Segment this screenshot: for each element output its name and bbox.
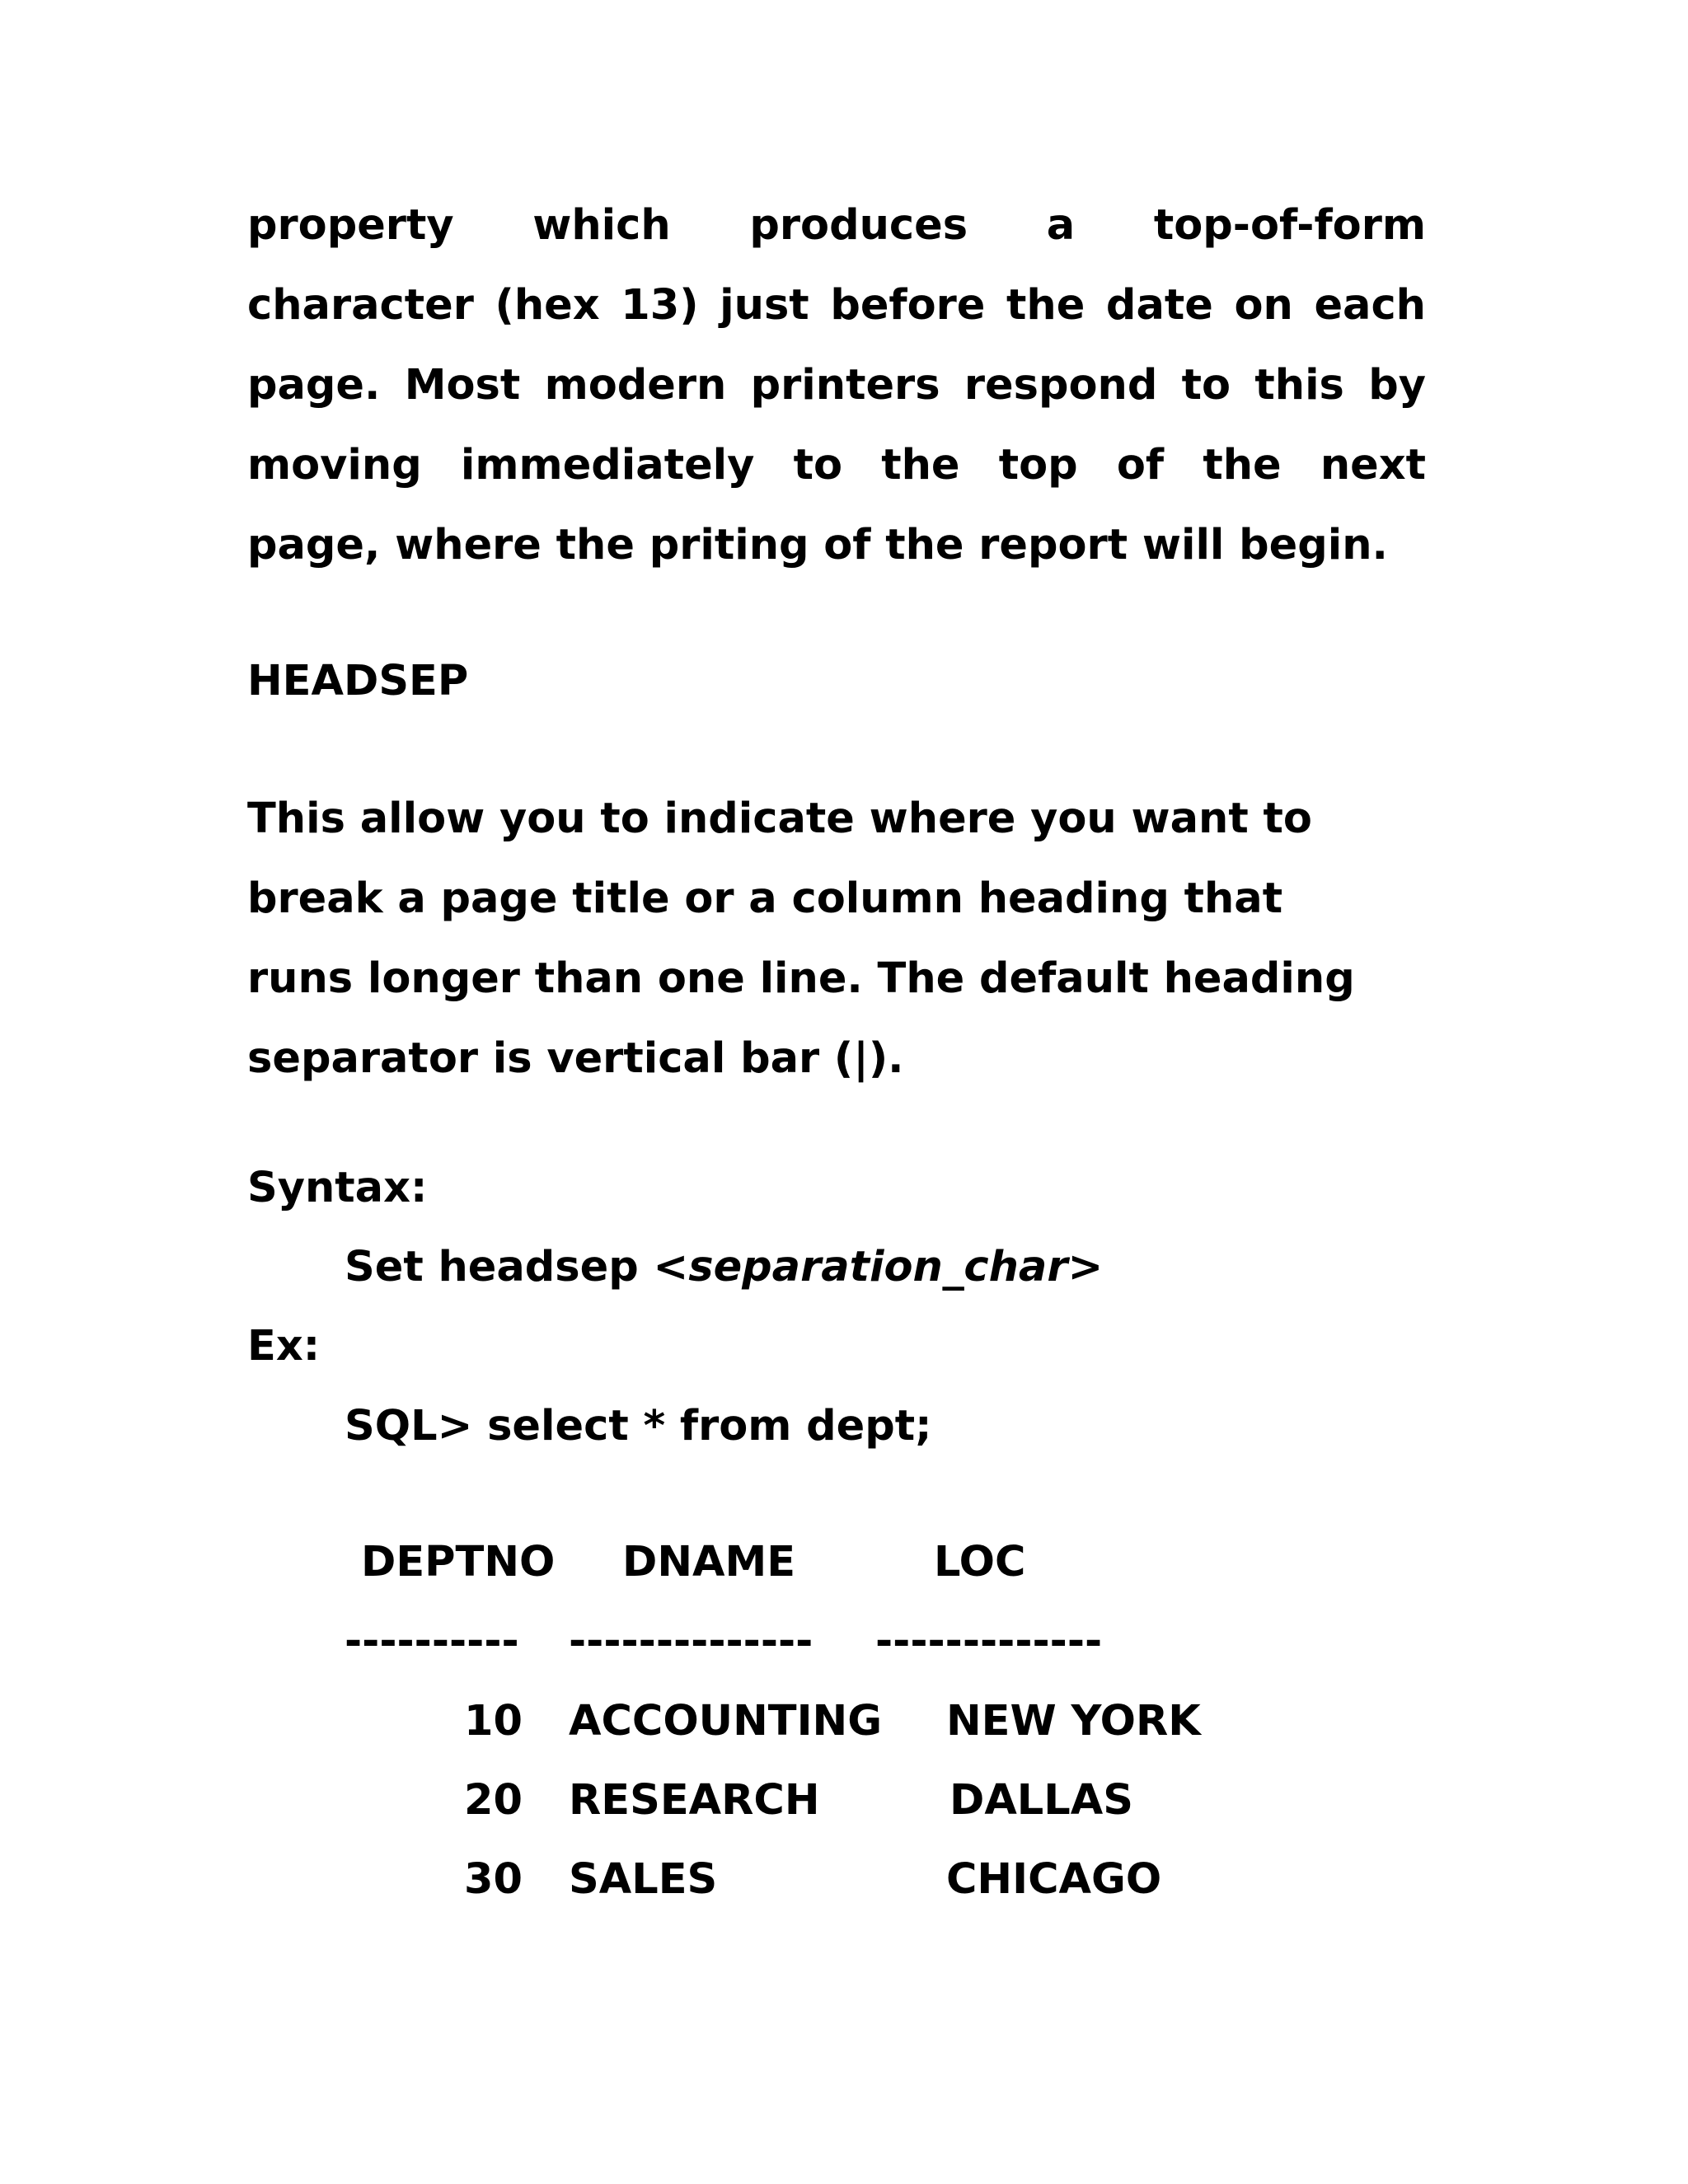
table-cell-deptno: 30 <box>464 1855 523 1904</box>
description-line: break a page title or a column heading that <box>247 874 1283 923</box>
intro-line: page, where the priting of the report will begin. <box>247 521 1388 569</box>
syntax-label: Syntax: <box>247 1164 428 1212</box>
syntax-command <box>345 1227 1103 1307</box>
column-underline-deptno: ---------- <box>345 1617 519 1666</box>
intro-line: character (hex 13) just before the date on each <box>247 281 1426 330</box>
table-cell-dname: SALES <box>569 1855 718 1904</box>
table-cell-dname: ACCOUNTING <box>569 1697 883 1746</box>
syntax-command-param: separation_char <box>688 1243 1068 1291</box>
column-underline-loc: ------------- <box>875 1617 1103 1666</box>
section-heading: HEADSEP <box>247 657 469 705</box>
section-description <box>247 779 1426 1099</box>
example-label: Ex: <box>247 1322 321 1371</box>
syntax-command-suffix: > <box>1067 1243 1104 1291</box>
description-line: This allow you to indicate where you want to <box>247 794 1312 843</box>
intro-line: page. Most modern printers respond to this by <box>247 361 1426 410</box>
syntax-command-prefix: Set headsep < <box>345 1243 689 1291</box>
column-header-deptno: DEPTNO <box>361 1538 556 1586</box>
table-cell-deptno: 20 <box>464 1776 523 1825</box>
column-header-dname: DNAME <box>622 1538 796 1586</box>
description-line: separator is vertical bar (|). <box>247 1034 904 1083</box>
column-header-loc: LOC <box>934 1538 1026 1586</box>
table-cell-deptno: 10 <box>464 1697 523 1746</box>
example-query: SQL> select * from dept; <box>345 1402 932 1451</box>
column-underline-dname: -------------- <box>569 1617 814 1666</box>
table-cell-loc: DALLAS <box>950 1776 1134 1825</box>
table-cell-dname: RESEARCH <box>569 1776 820 1825</box>
description-line: runs longer than one line. The default heading <box>247 954 1355 1003</box>
intro-line: property which produces a top-of-form <box>247 201 1426 250</box>
intro-line: moving immediately to the top of the next <box>247 441 1426 490</box>
table-cell-loc: NEW YORK <box>946 1697 1201 1746</box>
intro-paragraph <box>247 185 1426 585</box>
table-cell-loc: CHICAGO <box>946 1855 1162 1904</box>
